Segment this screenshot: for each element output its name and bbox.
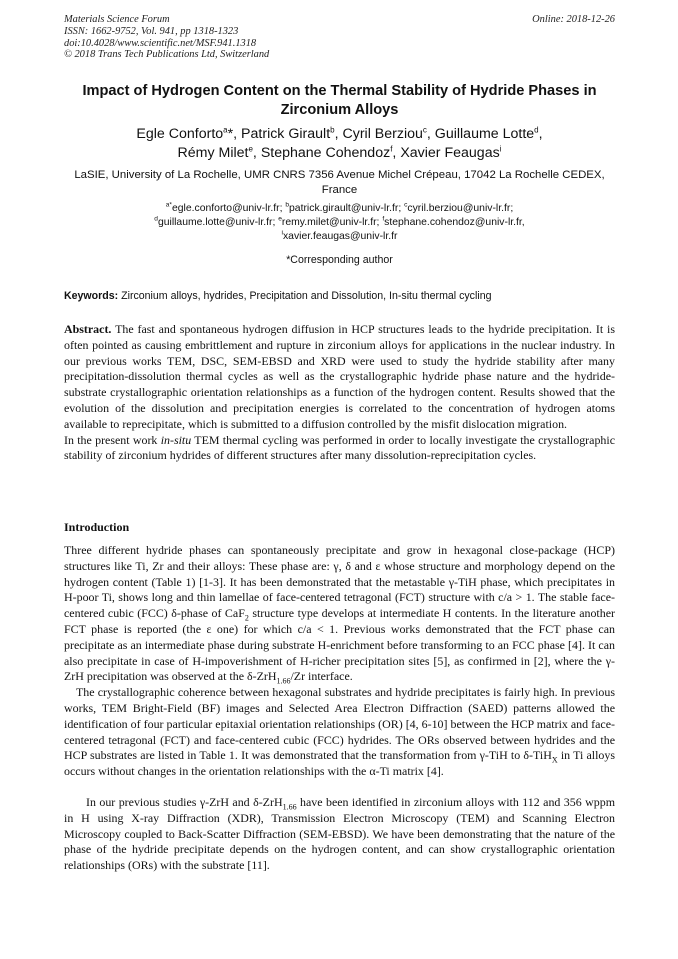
- email-link[interactable]: stephane.cohendoz@univ-lr.fr,: [384, 217, 525, 229]
- keywords-label: Keywords:: [64, 290, 119, 302]
- abstract-emphasis: in-situ: [160, 432, 192, 447]
- journal-header: [64, 14, 615, 61]
- journal-name: Materials Science Forum: [64, 14, 170, 25]
- paper-title: Impact of Hydrogen Content on the Thermal Stability of Hydride Phases in Zirconium Alloys: [82, 83, 597, 118]
- email-link[interactable]: cyril.berziou@univ-lr.fr;: [407, 203, 514, 214]
- email-sup: i: [281, 229, 283, 237]
- email-sup: b: [285, 201, 290, 209]
- author-name: Egle Conforto: [136, 126, 224, 142]
- online-date: Online: 2018-12-26: [532, 14, 615, 25]
- journal-copyright: © 2018 Trans Tech Publications Ltd, Switzerland: [64, 49, 270, 61]
- abstract-text: The fast and spontaneous hydrogen diffusion in HCP structures leads to the hydride precipitation. It is often pointed as causing embrittlement and rupture in zirconium alloys for applications in the nuclear industry. In our previous works TEM, DSC, SEM-EBSD and XRD were used to study the hydride stability after many precipitation-dissolution thermal cycles as well as the crystallographic hydride phase nature and the hydride-substrate crystallographic orientation relationships as a function of the hydrogen content. Results showed that the evolution of the dissolution and precipitation energies is correlated to the concentration of hydrogen atoms available to reprecipitate, which is submitted to a diffusion controlled by the misfit dislocation migration.: [64, 322, 615, 431]
- keywords: [64, 290, 615, 303]
- email-sup: e: [278, 215, 282, 223]
- author-sup: d: [534, 125, 539, 135]
- author-sup: i: [499, 144, 502, 154]
- intro-text: In our previous studies γ-ZrH and δ-ZrH: [86, 794, 283, 809]
- email-link[interactable]: egle.conforto@univ-lr.fr;: [172, 203, 283, 214]
- email-sup: f: [382, 215, 385, 223]
- email-link[interactable]: remy.milet@univ-lr.fr;: [281, 217, 380, 229]
- author-suffix: *: [227, 126, 234, 142]
- author-name: Guillaume Lotte: [434, 126, 535, 142]
- author-list: Egle Conforto$^a$*, Patrick Girault$^b$, Cyril Berziou$^c$, Guillaume Lotte$^d$, Rémy Milet$^e$, Stephane Cohendoz$^f$, Xavier Feaugas$^i$: [136, 125, 543, 161]
- affiliation: LaSIE, University of La Rochelle, UMR CNRS 7356 Avenue Michel Crépeau, 17042 La Rochelle CEDEX, France: [74, 169, 605, 196]
- intro-subscript: 1.66: [282, 802, 297, 812]
- email-link[interactable]: guillaume.lotte@univ-lr.fr;: [157, 217, 276, 229]
- author-name: Rémy Milet: [177, 144, 249, 161]
- introduction-body: [64, 543, 615, 874]
- email-sup: d: [154, 215, 158, 223]
- author-sup: f: [390, 144, 393, 154]
- abstract-text: In the present work: [64, 432, 161, 447]
- intro-paragraph: [64, 685, 615, 780]
- author-sup: e: [248, 144, 253, 154]
- author-sup: b: [330, 125, 335, 135]
- email-link[interactable]: patrick.girault@univ-lr.fr;: [289, 203, 402, 214]
- journal-issn: ISSN: 1662-9752, Vol. 941, pp 1318-1323: [64, 25, 239, 37]
- paragraph-gap: [64, 780, 615, 795]
- author-name: Cyril Berziou: [342, 126, 423, 142]
- keywords-text: Zirconium alloys, hydrides, Precipitation and Dissolution, In-situ thermal cycling: [121, 290, 492, 302]
- email-sup: a*: [165, 201, 172, 209]
- intro-paragraph: [64, 795, 615, 874]
- abstract: [64, 322, 615, 464]
- intro-text: /Zr interface.: [290, 669, 353, 684]
- section-heading: Introduction: [64, 520, 130, 534]
- intro-text: The crystallographic coherence between hexagonal substrates and hydride precipitates is fairly high. In previous works, TEM Bright-Field (BF) images and Selected Area Electron Diffraction (SAED) patterns allowed the identification of four particular epitaxial orientation relationships (OR) [4, 6-10] between the HCP matrix and face-centered tetragonal (FCT) and face-centered cubic (FCC) hydrides. The ORs observed between hydrides and the HCP substrates are listed in Table 1. It was demonstrated that the transformation from γ-TiH to δ-TiH: [64, 685, 615, 763]
- abstract-text: TEM thermal cycling was performed in order to locally investigate the crystallographic stability of zirconium hydrides of different structures after many dissolution-reprecipitation cycles.: [64, 432, 615, 463]
- intro-subscript: 1.66: [276, 676, 291, 686]
- author-name: Patrick Girault: [241, 126, 331, 142]
- abstract-label: Abstract.: [64, 322, 112, 336]
- intro-paragraph: [64, 543, 615, 685]
- author-sup: c: [422, 125, 427, 135]
- intro-text: structure type develops at intermediate H contents. In the literature another FCT phase is reported (the ε one) for which c/a < 1. Previous works demonstrated that the FCT phase can precipitate as an intermediate phase during substrate H-enrichment before transforming to an FCC phase [4]. It can also precipitate in case of H-impoverishment of H-richer precipitation sites [5], as confirmed in [2], where the γ-ZrH precipitation was observed at the δ-ZrH: [64, 606, 615, 684]
- intro-text: in Ti alloys occurs without changes in the orientation relationships with the α-Ti matrix [4].: [64, 748, 615, 779]
- abstract-paragraph: [64, 322, 615, 433]
- email-sup: c: [404, 201, 408, 209]
- author-name: Xavier Feaugas: [400, 144, 500, 161]
- intro-text: Three different hydride phases can spontaneously precipitate and grow in hexagonal close-package (HCP) structures like Ti, Zr and their alloys: These phase are: γ, δ and ε whose structure and morphology depend on the hydrogen content (Table 1) [1-3]. It has been demonstrated that the metastable γ-TiH phase, which precipitates in H-poor Ti, shows long and thin lamellae of face-centered tetragonal (FCT) structure with c/a > 1. The stable face-centered cubic (FCC) δ-phase of CaF: [64, 543, 615, 621]
- abstract-paragraph: [64, 433, 615, 465]
- author-name: Stephane Cohendoz: [260, 144, 391, 161]
- intro-subscript: 2: [244, 613, 249, 623]
- email-link[interactable]: xavier.feaugas@univ-lr.fr: [282, 231, 398, 243]
- email-list: [64, 202, 615, 245]
- journal-doi: doi:10.4028/www.scientific.net/MSF.941.1318: [64, 37, 257, 49]
- author-sup: a: [223, 125, 228, 135]
- intro-text: have been identified in zirconium alloys with 112 and 356 wppm in H using X-ray Diffraction (XDR), Transmission Electron Microscopy (TEM) and Scanning Electron Microscopy coupled to Back-Scatter Diffraction (SEM-EBSD). We have been demonstrating that the nature of the phase of the hydride precipitate depends on the hydrogen content, and can show crystallographic orientation relationships (ORs) with the substrate [11].: [64, 794, 615, 873]
- corresponding-note: *Corresponding author: [286, 254, 393, 266]
- intro-subscript: X: [551, 755, 558, 765]
